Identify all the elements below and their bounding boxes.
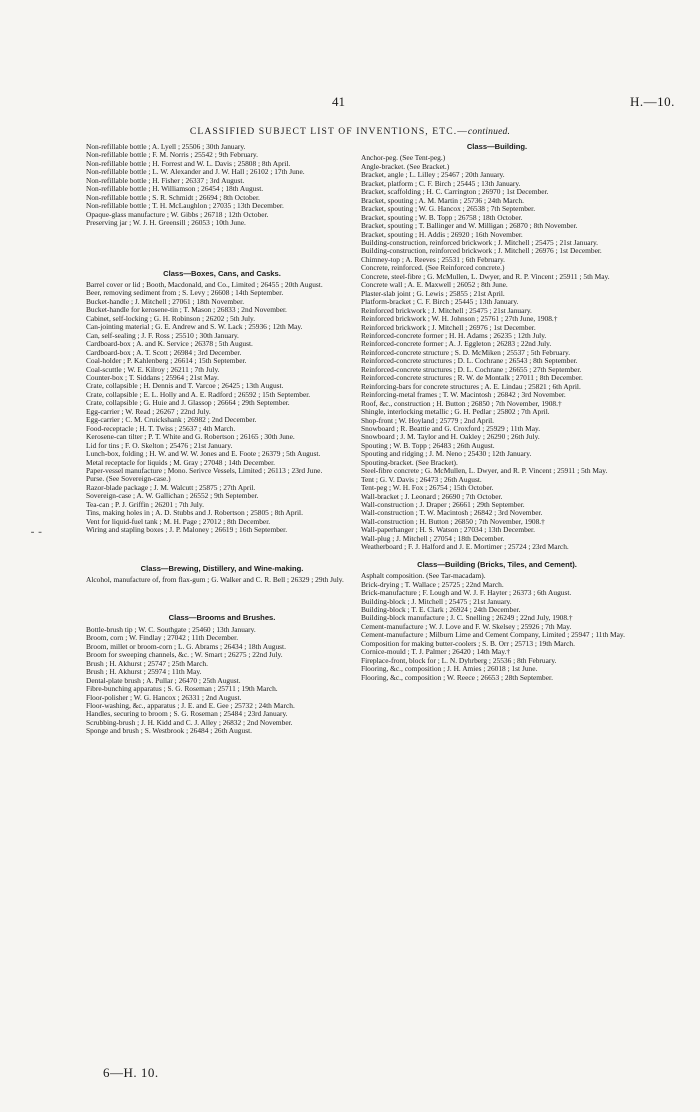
list-item: Brick-manufacture ; F. Lough and W. J. F. Hayter ; 26373 ; 6th August. bbox=[361, 588, 572, 598]
list-item: Non-refillable bottle ; A. Lyell ; 25506 ; 30th January. bbox=[86, 142, 246, 151]
list-item: Flooring, &c., composition ; J. H. Amies ; 26018 ; 1st June. bbox=[361, 664, 538, 674]
list-item: Food-receptacle ; H. T. Twiss ; 25637 ; 4th March. bbox=[86, 423, 236, 433]
list-item: Vent for liquid-fuel tank ; M. H. Page ; 27012 ; 8th December. bbox=[86, 516, 271, 526]
list-item: Non-refillable bottle ; H. Forrest and W. L. Davis ; 25808 ; 8th April. bbox=[86, 158, 291, 168]
list-item: Brush ; H. Akhurst ; 25974 ; 11th May. bbox=[86, 667, 202, 677]
list-item: Lunch-box, folding ; H. W. and W. W. Jones and E. Foote ; 26379 ; 5th August. bbox=[86, 449, 321, 459]
list-item: Angle-bracket. (See Bracket.) bbox=[361, 161, 450, 171]
list-item: Building-block ; T. E. Clark ; 26924 ; 24th December. bbox=[361, 605, 521, 615]
list-item: Sponge and brush ; S. Westbrook ; 26484 ; 26th August. bbox=[86, 726, 252, 736]
list-item: Reinforcing-bars for concrete structures ; A. E. Lindau ; 25821 ; 6th April. bbox=[361, 381, 581, 391]
page-title bbox=[0, 126, 700, 137]
list-item: Wall-construction ; H. Button ; 26850 ; 7th November, 1908.† bbox=[361, 516, 545, 526]
list-item: Broom for sweeping channels, &c. ; W. Smart ; 26275 ; 22nd July. bbox=[86, 650, 283, 660]
list-item: Roof, &c., construction ; H. Button ; 26850 ; 7th November, 1908.† bbox=[361, 398, 562, 408]
list-item: Building-block ; J. Mitchell ; 25475 ; 21st January. bbox=[361, 596, 512, 606]
list-item: Asphalt composition. (See Tar-macadam). bbox=[361, 571, 486, 581]
list-item: Anchor-peg. (See Tent-peg.) bbox=[361, 153, 446, 163]
list-item: Bracket, spouting ; T. Ballinger and W. Milligan ; 26870 ; 8th November. bbox=[361, 221, 578, 231]
margin-mark: ⁃ ⁃ bbox=[30, 528, 43, 539]
list-item: Cornice-mould ; T. J. Palmer ; 26420 ; 14th May.† bbox=[361, 647, 511, 657]
list-item: Reinforced-concrete structures ; R. W. de Montalk ; 27011 ; 8th December. bbox=[361, 373, 583, 383]
list-item: Non-refillable bottle ; H. Fisher ; 26337 ; 3rd August. bbox=[86, 175, 245, 185]
page-title-continued: continued. bbox=[467, 126, 511, 137]
list-item: Opaque-glass manufacture ; W. Gibbs ; 26718 ; 12th October. bbox=[86, 209, 269, 219]
section-heading-boxes: Class—Boxes, Cans, and Casks. bbox=[163, 268, 281, 278]
section-heading-brewing: Class—Brewing, Distillery, and Wine-making. bbox=[140, 563, 304, 573]
list-item: Snowboard ; J. M. Taylor and H. Oakley ; 26290 ; 26th July. bbox=[361, 432, 540, 442]
list-item: Non-refillable bottle ; H. Williamson ; 26454 ; 18th August. bbox=[86, 184, 264, 194]
list-item: Cardboard-box ; A. and K. Service ; 26378 ; 5th August. bbox=[86, 339, 253, 349]
list-item: Lid for tins ; F. O. Skelton ; 25476 ; 21st January. bbox=[86, 440, 233, 450]
left-column bbox=[86, 143, 358, 736]
list-item: Brick-drying ; T. Wallace ; 25725 ; 22nd March. bbox=[361, 579, 504, 589]
list-item: Broom, corn ; W. Findlay ; 27042 ; 11th December. bbox=[86, 633, 239, 643]
intro-entries bbox=[86, 143, 358, 228]
section-heading-building: Class—Building. bbox=[466, 142, 528, 151]
list-item: Barrel cover or lid ; Booth, Macdonald, and Co., Limited ; 26455 ; 20th August. bbox=[86, 279, 323, 289]
list-item: Flooring, &c., composition ; W. Reece ; 26653 ; 28th September. bbox=[361, 672, 553, 682]
list-item: Sovereign-case ; A. W. Gallichan ; 26552 ; 9th September. bbox=[86, 491, 259, 501]
list-item: Wall-construction ; T. W. Macintosh ; 26842 ; 3rd November. bbox=[361, 508, 543, 518]
list-item: Reinforced brickwork ; J. Mitchell ; 26976 ; 1st December. bbox=[361, 322, 536, 332]
list-item: Beer, removing sediment from ; S. Levy ; 26608 ; 14th September. bbox=[86, 288, 284, 298]
list-item: Building-construction, reinforced brickwork ; J. Mitchell ; 26976 ; 1st December. bbox=[361, 246, 602, 256]
list-item: Plaster-slab joint ; G. Lewis ; 25855 ; 21st April. bbox=[361, 288, 505, 298]
page-footer-signature: 6—H. 10. bbox=[103, 1065, 159, 1080]
list-item: Spouting-bracket. (See Bracket). bbox=[361, 457, 458, 467]
list-item: Bracket, spouting ; H. Addis ; 26920 ; 16th November. bbox=[361, 229, 523, 239]
list-item: Building-construction, reinforced brickwork ; J. Mitchell ; 25475 ; 21st January. bbox=[361, 237, 599, 247]
list-item: Preserving jar ; W. J. H. Greensill ; 26053 ; 10th June. bbox=[86, 218, 246, 228]
page-reference: H.—10. bbox=[630, 94, 675, 109]
list-item: Broom, millet or broom-corn ; L. G. Abrams ; 26434 ; 18th August. bbox=[86, 641, 286, 651]
bricks-entries bbox=[361, 572, 633, 682]
list-item: Can, self-sealing ; J. F. Ross ; 25510 ; 30th January. bbox=[86, 330, 239, 340]
list-item: Bracket, spouting ; W. G. Hancox ; 26538 ; 7th September. bbox=[361, 204, 536, 214]
list-item: Shingle, interlocking metallic ; G. H. Pedlar ; 25802 ; 7th April. bbox=[361, 407, 550, 417]
list-item: Tea-can ; P. J. Griffin ; 26201 ; 7th July. bbox=[86, 499, 204, 509]
list-item: Handles, securing to broom ; S. G. Roseman ; 25484 ; 23rd January. bbox=[86, 709, 288, 719]
list-item: Bracket, scaffolding ; H. C. Carrington ; 26970 ; 1st December. bbox=[361, 187, 549, 197]
list-item: Metal receptacle for liquids ; M. Gray ; 27048 ; 14th December. bbox=[86, 457, 276, 467]
list-item: Cement-manufacture ; W. J. Love and F. W. Skelsey ; 25926 ; 7th May. bbox=[361, 621, 572, 631]
list-item: Steel-fibre concrete ; G. McMullen, L. Dwyer, and R. P. Vincent ; 25911 ; 5th May. bbox=[361, 466, 608, 476]
list-item: Bracket, spouting ; A. M. Martin ; 25736 ; 24th March. bbox=[361, 195, 524, 205]
list-item: Bracket, spouting ; W. B. Topp ; 26758 ; 18th October. bbox=[361, 212, 523, 222]
list-item: Reinforced-concrete structures ; D. L. Cochrane ; 26543 ; 8th September. bbox=[361, 356, 578, 366]
list-item: Can-jointing material ; G. E. Andrew and S. W. Lack ; 25936 ; 12th May. bbox=[86, 322, 303, 332]
list-item: Bucket-handle ; J. Mitchell ; 27061 ; 18th November. bbox=[86, 296, 245, 306]
list-item: Brush ; H. Akhurst ; 25747 ; 25th March. bbox=[86, 658, 208, 668]
list-item: Reinforced-concrete structure ; S. D. McMiken ; 25537 ; 5th February. bbox=[361, 347, 571, 357]
brewing-entries bbox=[86, 576, 358, 584]
list-item: Chimney-top ; A. Reeves ; 25531 ; 6th February. bbox=[361, 254, 506, 264]
list-item: Crate, collapsible ; H. Dennis and T. Varcoe ; 26425 ; 13th August. bbox=[86, 381, 284, 391]
list-item: Tent-peg ; W. H. Fox ; 26754 ; 15th October. bbox=[361, 483, 494, 493]
list-item: Reinforcing-metal frames ; T. W. Macintosh ; 26842 ; 3rd November. bbox=[361, 390, 566, 400]
list-item: Egg-carrier ; W. Read ; 26267 ; 22nd July. bbox=[86, 406, 211, 416]
list-item: Building-block manufacture ; J. C. Snelling ; 26249 ; 22nd July, 1908.† bbox=[361, 613, 573, 623]
list-item: Coal-holder ; P. Kahlenberg ; 26614 ; 15th September. bbox=[86, 356, 247, 366]
list-item: Spouting ; W. B. Topp ; 26483 ; 26th August. bbox=[361, 440, 495, 450]
list-item: Floor-washing, &c., apparatus ; J. E. and E. Gee ; 25732 ; 24th March. bbox=[86, 701, 295, 711]
list-item: Coal-scuttle ; W. E. Kilroy ; 26211 ; 7th July. bbox=[86, 364, 220, 374]
list-item: Egg-carrier ; C. M. Cruickshank ; 26982 ; 2nd December. bbox=[86, 415, 257, 425]
list-item: Razor-blade package ; J. M. Walcutt ; 25875 ; 27th April. bbox=[86, 482, 256, 492]
list-item: Wall-paperhanger ; H. S. Watson ; 27034 ; 13th December. bbox=[361, 525, 535, 535]
list-item: Reinforced-concrete former ; H. H. Adams ; 26235 ; 12th July. bbox=[361, 330, 547, 340]
list-item: Non-refillable bottle ; L. W. Alexander and J. W. Hall ; 26102 ; 17th June. bbox=[86, 167, 305, 177]
list-item: Snowboard ; R. Beattie and G. Croxford ; 25929 ; 11th May. bbox=[361, 423, 541, 433]
right-column bbox=[361, 143, 633, 682]
list-item: Concrete, steel-fibre ; G. McMullen, L. Dwyer, and R. P. Vincent ; 25911 ; 5th May. bbox=[361, 271, 610, 281]
list-item: Platform-bracket ; C. F. Birch ; 25445 ; 13th January. bbox=[361, 297, 519, 307]
list-item: Crate, collapsible ; E. L. Holly and A. E. Radford ; 26592 ; 15th September. bbox=[86, 389, 311, 399]
building-entries bbox=[361, 154, 633, 551]
list-item: Purse. (See Sovereign-case.) bbox=[86, 474, 171, 484]
list-item: Wall-construction ; J. Draper ; 26661 ; 29th September. bbox=[361, 500, 525, 510]
list-item: Spouting and ridging ; J. M. Neno ; 25430 ; 12th January. bbox=[361, 449, 532, 459]
list-item: Wall-bracket ; J. Leonard ; 26690 ; 7th October. bbox=[361, 491, 503, 501]
list-item: Alcohol, manufacture of, from flax-gum ; G. Walker and C. R. Bell ; 26329 ; 29th July. bbox=[86, 575, 344, 585]
list-item: Scrubbing-brush ; J. H. Kidd and C. J. Alley ; 26832 ; 2nd November. bbox=[86, 717, 293, 727]
list-item: Reinforced-concrete former ; A. J. Eggleton ; 26283 ; 22nd July. bbox=[361, 339, 552, 349]
list-item: Concrete, reinforced. (See Reinforced concrete.) bbox=[361, 263, 505, 273]
list-item: Bottle-brush tip ; W. C. Southgate ; 25460 ; 13th January. bbox=[86, 624, 256, 634]
list-item: Composition for making butter-coolers ; S. B. Orr ; 25713 ; 19th March. bbox=[361, 638, 575, 648]
list-item: Shop-front ; W. Hoyland ; 25779 ; 2nd April. bbox=[361, 415, 495, 425]
list-item: Crate, collapsible ; G. Huie and J. Glassop ; 26664 ; 29th September. bbox=[86, 398, 290, 408]
list-item: Dental-plate brush ; A. Pullar ; 26470 ; 25th August. bbox=[86, 675, 241, 685]
list-item: Bracket, angle ; L. Lilley ; 25467 ; 20th January. bbox=[361, 170, 505, 180]
list-item: Bucket-handle for kerosene-tin ; T. Mason ; 26833 ; 2nd November. bbox=[86, 305, 287, 315]
list-item: Kerosene-can tilter ; P. T. White and G. Robertson ; 26165 ; 30th June. bbox=[86, 432, 295, 442]
list-item: Non-refillable bottle ; T. H. McLaughlon ; 27035 ; 13th December. bbox=[86, 201, 284, 211]
list-item: Tins, making holes in ; A. D. Stubbs and J. Robertson ; 25805 ; 8th April. bbox=[86, 508, 303, 518]
list-item: Cardboard-box ; A. T. Scott ; 26984 ; 3rd December. bbox=[86, 347, 242, 357]
list-item: Wiring and stapling boxes ; J. P. Maloney ; 26619 ; 16th September. bbox=[86, 525, 288, 535]
list-item: Non-refillable bottle ; S. R. Schmidt ; 26694 ; 8th October. bbox=[86, 192, 260, 202]
list-item: Reinforced brickwork ; W. H. Johnson ; 25761 ; 27th June, 1908.† bbox=[361, 314, 558, 324]
list-item: Tent ; G. V. Davis ; 26473 ; 26th August. bbox=[361, 474, 482, 484]
list-item: Paper-vessel manufacture ; Mono. Serivce Vessels, Limited ; 26113 ; 23rd June. bbox=[86, 465, 323, 475]
list-item: Cabinet, self-locking ; G. H. Robinson ; 26202 ; 5th July. bbox=[86, 313, 256, 323]
page-title-main: CLASSIFIED SUBJECT LIST OF INVENTIONS, ETC.— bbox=[189, 126, 468, 137]
list-item: Floor-polisher ; W. G. Hancox ; 26331 ; 2nd August. bbox=[86, 692, 242, 702]
section-heading-bricks: Class—Building (Bricks, Tiles, and Cement). bbox=[417, 559, 577, 569]
list-item: Weatherboard ; F. J. Halford and J. E. Mortimer ; 25724 ; 23rd March. bbox=[361, 542, 569, 552]
list-item: Concrete wall ; A. E. Maxwell ; 26052 ; 8th June. bbox=[361, 280, 508, 290]
boxes-entries bbox=[86, 281, 358, 535]
list-item: Fibre-bunching apparatus ; S. G. Roseman ; 25711 ; 19th March. bbox=[86, 684, 278, 694]
list-item: Fireplace-front, block for ; L. N. Dyhrberg ; 25536 ; 8th February. bbox=[361, 655, 557, 665]
brooms-entries bbox=[86, 626, 358, 736]
section-heading-brooms: Class—Brooms and Brushes. bbox=[168, 613, 276, 623]
list-item: Cement-manufacture ; Milburn Lime and Cement Company, Limited ; 25947 ; 11th May. bbox=[361, 630, 625, 640]
list-item: Non-refillable bottle ; F. M. Norris ; 25542 ; 9th February. bbox=[86, 150, 258, 160]
list-item: Wall-plug ; J. Mitchell ; 27054 ; 18th December. bbox=[361, 533, 505, 543]
list-item: Counter-box ; T. Siddans ; 25964 ; 21st May. bbox=[86, 372, 219, 382]
list-item: Reinforced brickwork ; J. Mitchell ; 25475 ; 21st January. bbox=[361, 305, 532, 315]
list-item: Bracket, platform ; C. F. Birch ; 25445 ; 13th January. bbox=[361, 178, 521, 188]
page-number: 41 bbox=[332, 94, 345, 109]
list-item: Reinforced-concrete structures ; D. L. Cochrane ; 26655 ; 27th September. bbox=[361, 364, 582, 374]
